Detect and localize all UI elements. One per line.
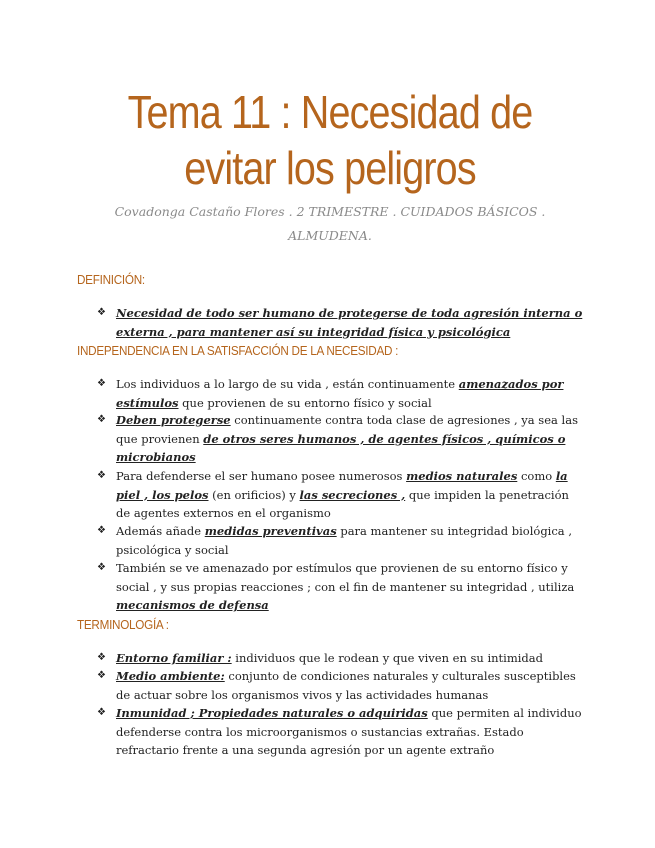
heading-independencia: INDEPENDENCIA EN LA SATISFACCIÓN DE LA NECESIDAD :: [77, 343, 399, 358]
list-item: ❖ Necesidad de todo ser humano de protegerse de toda agresión interna o externa , para mantener así su integridad física y psicológica: [97, 306, 583, 339]
list-item: ❖ Entorno familiar : individuos que le rodean y que viven en su intimidad: [116, 649, 586, 668]
list-item: ❖ Deben protegerse continuamente contra toda clase de agresiones , ya sea las que provienen de otros seres humanos , de agentes físicos , químicos o microbianos: [97, 413, 578, 464]
heading-definicion: DEFINICIÓN:: [77, 272, 145, 287]
list-item: ❖ Además añade medidas preventivas para mantener su integridad biológica , psicológica y social: [97, 524, 572, 557]
list-item: ❖ También se ve amenazado por estímulos que provienen de su entorno físico y social , y sus propias reacciones ; con el fin de mantener su integridad , utiliza mecanismos de defensa: [97, 561, 575, 612]
heading-terminologia: TERMINOLOGÍA :: [77, 617, 169, 632]
diamond-bullet-icon: ❖: [97, 414, 106, 425]
diamond-bullet-icon: ❖: [97, 525, 106, 536]
diamond-bullet-icon: ❖: [97, 470, 106, 481]
diamond-bullet-icon: ❖: [97, 707, 106, 718]
list-item: ❖ Los individuos a lo largo de su vida , están continuamente amenazados por estímulos que provienen de su entorno físico y social: [97, 377, 564, 410]
diamond-bullet-icon: ❖: [97, 652, 106, 663]
diamond-bullet-icon: ❖: [97, 562, 106, 573]
diamond-bullet-icon: ❖: [97, 378, 106, 389]
list-item: ❖ Medio ambiente: conjunto de condiciones naturales y culturales susceptibles de actuar sobre los organismos vivos y las actividades humanas: [97, 669, 576, 702]
author-subtitle: Covadonga Castaño Flores . 2 TRIMESTRE . CUIDADOS BÁSICOS . ALMUDENA.: [114, 204, 546, 243]
diamond-bullet-icon: ❖: [97, 307, 106, 318]
list-item: ❖ Inmunidad ; Propiedades naturales o adquiridas que permiten al individuo defenderse contra los microorganismos o sustancias extrañas. Estado refractario frente a una segunda agresión por un agente extraño: [97, 706, 582, 757]
page-title: Tema 11 : Necesidad de evitar los peligros: [127, 86, 533, 194]
diamond-bullet-icon: ❖: [97, 670, 106, 681]
list-item: ❖ Para defenderse el ser humano posee numerosos medios naturales como la piel , los pelos (en orificios) y las secreciones , que impiden la penetración de agentes externos en el organismo: [97, 469, 569, 520]
